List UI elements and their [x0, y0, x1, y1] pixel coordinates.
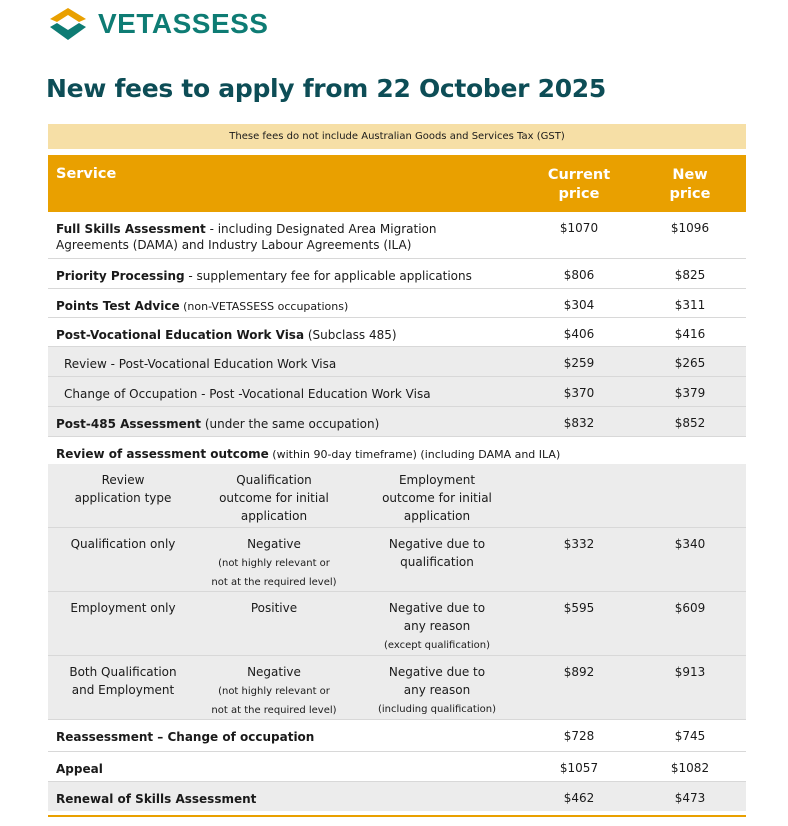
- new-price: $311: [674, 298, 706, 312]
- subheader-review-type: Review application type: [74, 473, 172, 505]
- table-row: [48, 318, 746, 347]
- service-cell: Full Skills Assessment - including Designated Area Migration Agreements (DAMA) and Industry Labour Agreements (ILA): [56, 222, 437, 252]
- table-row: [48, 437, 746, 464]
- service-cell: Post-485 Assessment (under the same occupation): [56, 417, 380, 431]
- current-price: $462: [563, 791, 595, 805]
- review-row: [48, 592, 746, 656]
- current-price: $259: [563, 356, 595, 370]
- qualification-outcome: Negative (not highly relevant or not at the required level): [211, 665, 337, 716]
- vetassess-logo-icon: [46, 5, 90, 43]
- table-row: [48, 347, 746, 377]
- fees-table: [48, 155, 746, 811]
- current-price: $332: [563, 537, 595, 551]
- employment-outcome: Negative due to qualification: [388, 537, 486, 569]
- current-price: $1057: [559, 761, 599, 775]
- gst-notice: These fees do not include Australian Goods and Services Tax (GST): [48, 124, 746, 149]
- table-header: [48, 155, 746, 212]
- service-cell: Points Test Advice (non-VETASSESS occupations): [56, 299, 349, 313]
- new-price: $473: [674, 791, 706, 805]
- service-cell: Review of assessment outcome (within 90-day timeframe) (including DAMA and ILA): [56, 447, 561, 461]
- new-price: $340: [674, 537, 706, 551]
- current-price: $892: [563, 665, 595, 679]
- table-row: [48, 289, 746, 318]
- table-row: [48, 259, 746, 289]
- table-row: [48, 720, 746, 752]
- subheader-qualification-outcome: Qualification outcome for initial application: [219, 473, 329, 523]
- service-cell: Post-Vocational Education Work Visa (Subclass 485): [56, 328, 397, 342]
- employment-outcome: Negative due to any reason (including qualification): [378, 665, 496, 715]
- new-price: $1096: [670, 221, 710, 235]
- current-price: $728: [563, 729, 595, 743]
- header-service: Service: [56, 166, 117, 182]
- employment-outcome: Negative due to any reason (except qualification): [383, 601, 491, 651]
- review-row: [48, 528, 746, 592]
- qualification-outcome: Negative (not highly relevant or not at the required level): [211, 537, 337, 588]
- new-price: $913: [674, 665, 706, 679]
- current-price: $832: [563, 416, 595, 430]
- new-price: $745: [674, 729, 706, 743]
- current-price: $370: [563, 386, 595, 400]
- review-type: Both Qualification and Employment: [69, 665, 177, 697]
- new-price: $1082: [670, 761, 710, 775]
- table-row: [48, 407, 746, 437]
- new-price: $265: [674, 356, 706, 370]
- current-price: $595: [563, 601, 595, 615]
- table-bottom-border: [48, 815, 746, 817]
- new-price: $852: [674, 416, 706, 430]
- new-price: $609: [674, 601, 706, 615]
- new-price: $825: [674, 268, 706, 282]
- current-price: $1070: [559, 221, 599, 235]
- new-price: $379: [674, 386, 706, 400]
- new-price: $416: [674, 327, 706, 341]
- table-row: [48, 212, 746, 259]
- review-row: [48, 656, 746, 720]
- qualification-outcome: Positive: [250, 601, 298, 615]
- table-row: [48, 782, 746, 811]
- current-price: $304: [563, 298, 595, 312]
- current-price: $406: [563, 327, 595, 341]
- service-cell: Renewal of Skills Assessment: [56, 792, 257, 806]
- service-cell: Reassessment – Change of occupation: [56, 730, 315, 744]
- service-cell: Priority Processing - supplementary fee for applicable applications: [56, 269, 472, 283]
- brand-name: VETASSESS: [98, 8, 269, 39]
- service-cell: Review - Post-Vocational Education Work Visa: [64, 357, 337, 371]
- review-subtable-header: [48, 464, 746, 528]
- service-cell: Appeal: [56, 762, 103, 776]
- service-cell: Change of Occupation - Post -Vocational Education Work Visa: [64, 387, 431, 401]
- review-type: Employment only: [70, 601, 176, 615]
- subheader-employment-outcome: Employment outcome for initial application: [382, 473, 492, 523]
- current-price: $806: [563, 268, 595, 282]
- table-row: [48, 752, 746, 782]
- vetassess-logo: [46, 4, 268, 44]
- header-new-price: New price: [669, 167, 711, 202]
- page-title: New fees to apply from 22 October 2025: [46, 74, 606, 103]
- review-type: Qualification only: [70, 537, 176, 551]
- table-row: [48, 377, 746, 407]
- header-current-price: Current price: [547, 167, 611, 202]
